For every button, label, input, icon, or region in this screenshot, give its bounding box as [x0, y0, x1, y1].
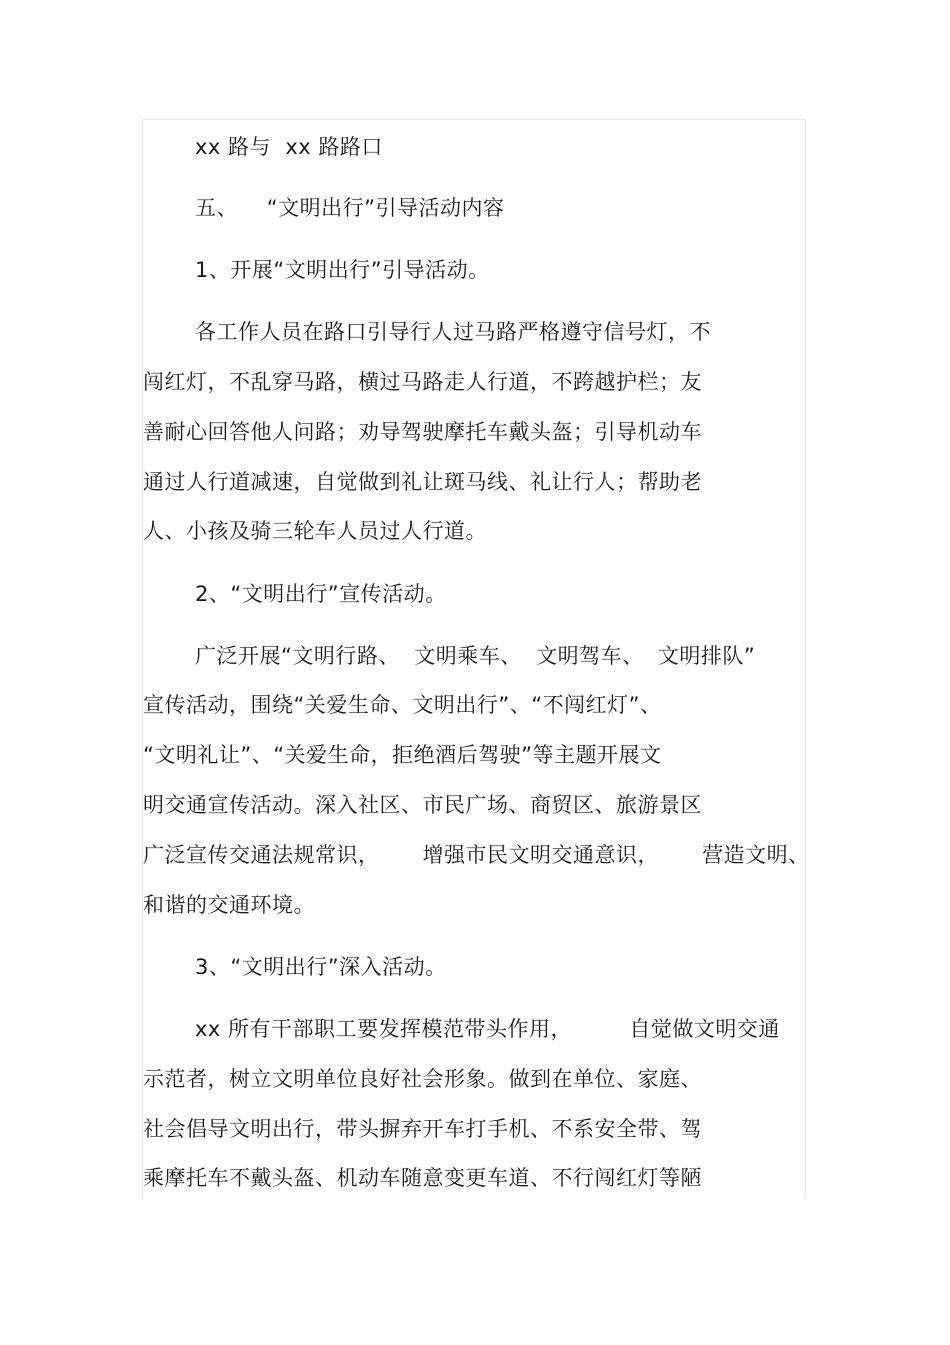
location-line: xx 路与 xx 路路口 — [195, 135, 383, 159]
item-heading-2: 2、“文明出行”宣传活动。 — [195, 582, 447, 606]
paragraph-3-line-3: 社会倡导文明出行，带头摒弃开车打手机、不系安全带、驾 — [143, 1117, 702, 1141]
paragraph-3-line-1: xx 所有干部职工要发挥模范带头作用， 自觉做文明交通 — [195, 1017, 780, 1041]
paragraph-2-line-3: “文明礼让”、“关爱生命，拒绝酒后驾驶”等主题开展文 — [143, 743, 662, 767]
paragraph-2-line-6: 和谐的交通环境。 — [143, 893, 315, 917]
paragraph-2-line-5: 广泛宣传交通法规常识， 增强市民文明交通意识， 营造文明、 — [143, 843, 810, 867]
paragraph-2-line-4: 明交通宣传活动。深入社区、市民广场、商贸区、旅游景区 — [143, 793, 702, 817]
paragraph-1-line-3: 善耐心回答他人问路；劝导驾驶摩托车戴头盔；引导机动车 — [143, 420, 702, 444]
section-heading: 五、 “文明出行”引导活动内容 — [195, 196, 505, 220]
paragraph-1-line-2: 闯红灯，不乱穿马路，横过马路走人行道，不跨越护栏；友 — [143, 370, 702, 394]
paragraph-3-line-2: 示范者，树立文明单位良好社会形象。做到在单位、家庭、 — [143, 1067, 702, 1091]
paragraph-1-line-1: 各工作人员在路口引导行人过马路严格遵守信号灯，不 — [195, 320, 711, 344]
item-heading-3: 3、“文明出行”深入活动。 — [195, 955, 447, 979]
paragraph-3-line-4: 乘摩托车不戴头盔、机动车随意变更车道、不行闯红灯等陋 — [143, 1166, 702, 1190]
item-heading-1: 1、开展“文明出行”引导活动。 — [195, 258, 490, 282]
paragraph-2-line-1: 广泛开展“文明行路、 文明乘车、 文明驾车、 文明排队” — [195, 644, 756, 668]
paragraph-2-line-2: 宣传活动，围绕“关爱生命、文明出行”、“不闯红灯”、 — [143, 693, 662, 717]
paragraph-1-line-5: 人、小孩及骑三轮车人员过人行道。 — [143, 519, 487, 543]
paragraph-1-line-4: 通过人行道减速，自觉做到礼让斑马线、礼让行人；帮助老 — [143, 470, 702, 494]
